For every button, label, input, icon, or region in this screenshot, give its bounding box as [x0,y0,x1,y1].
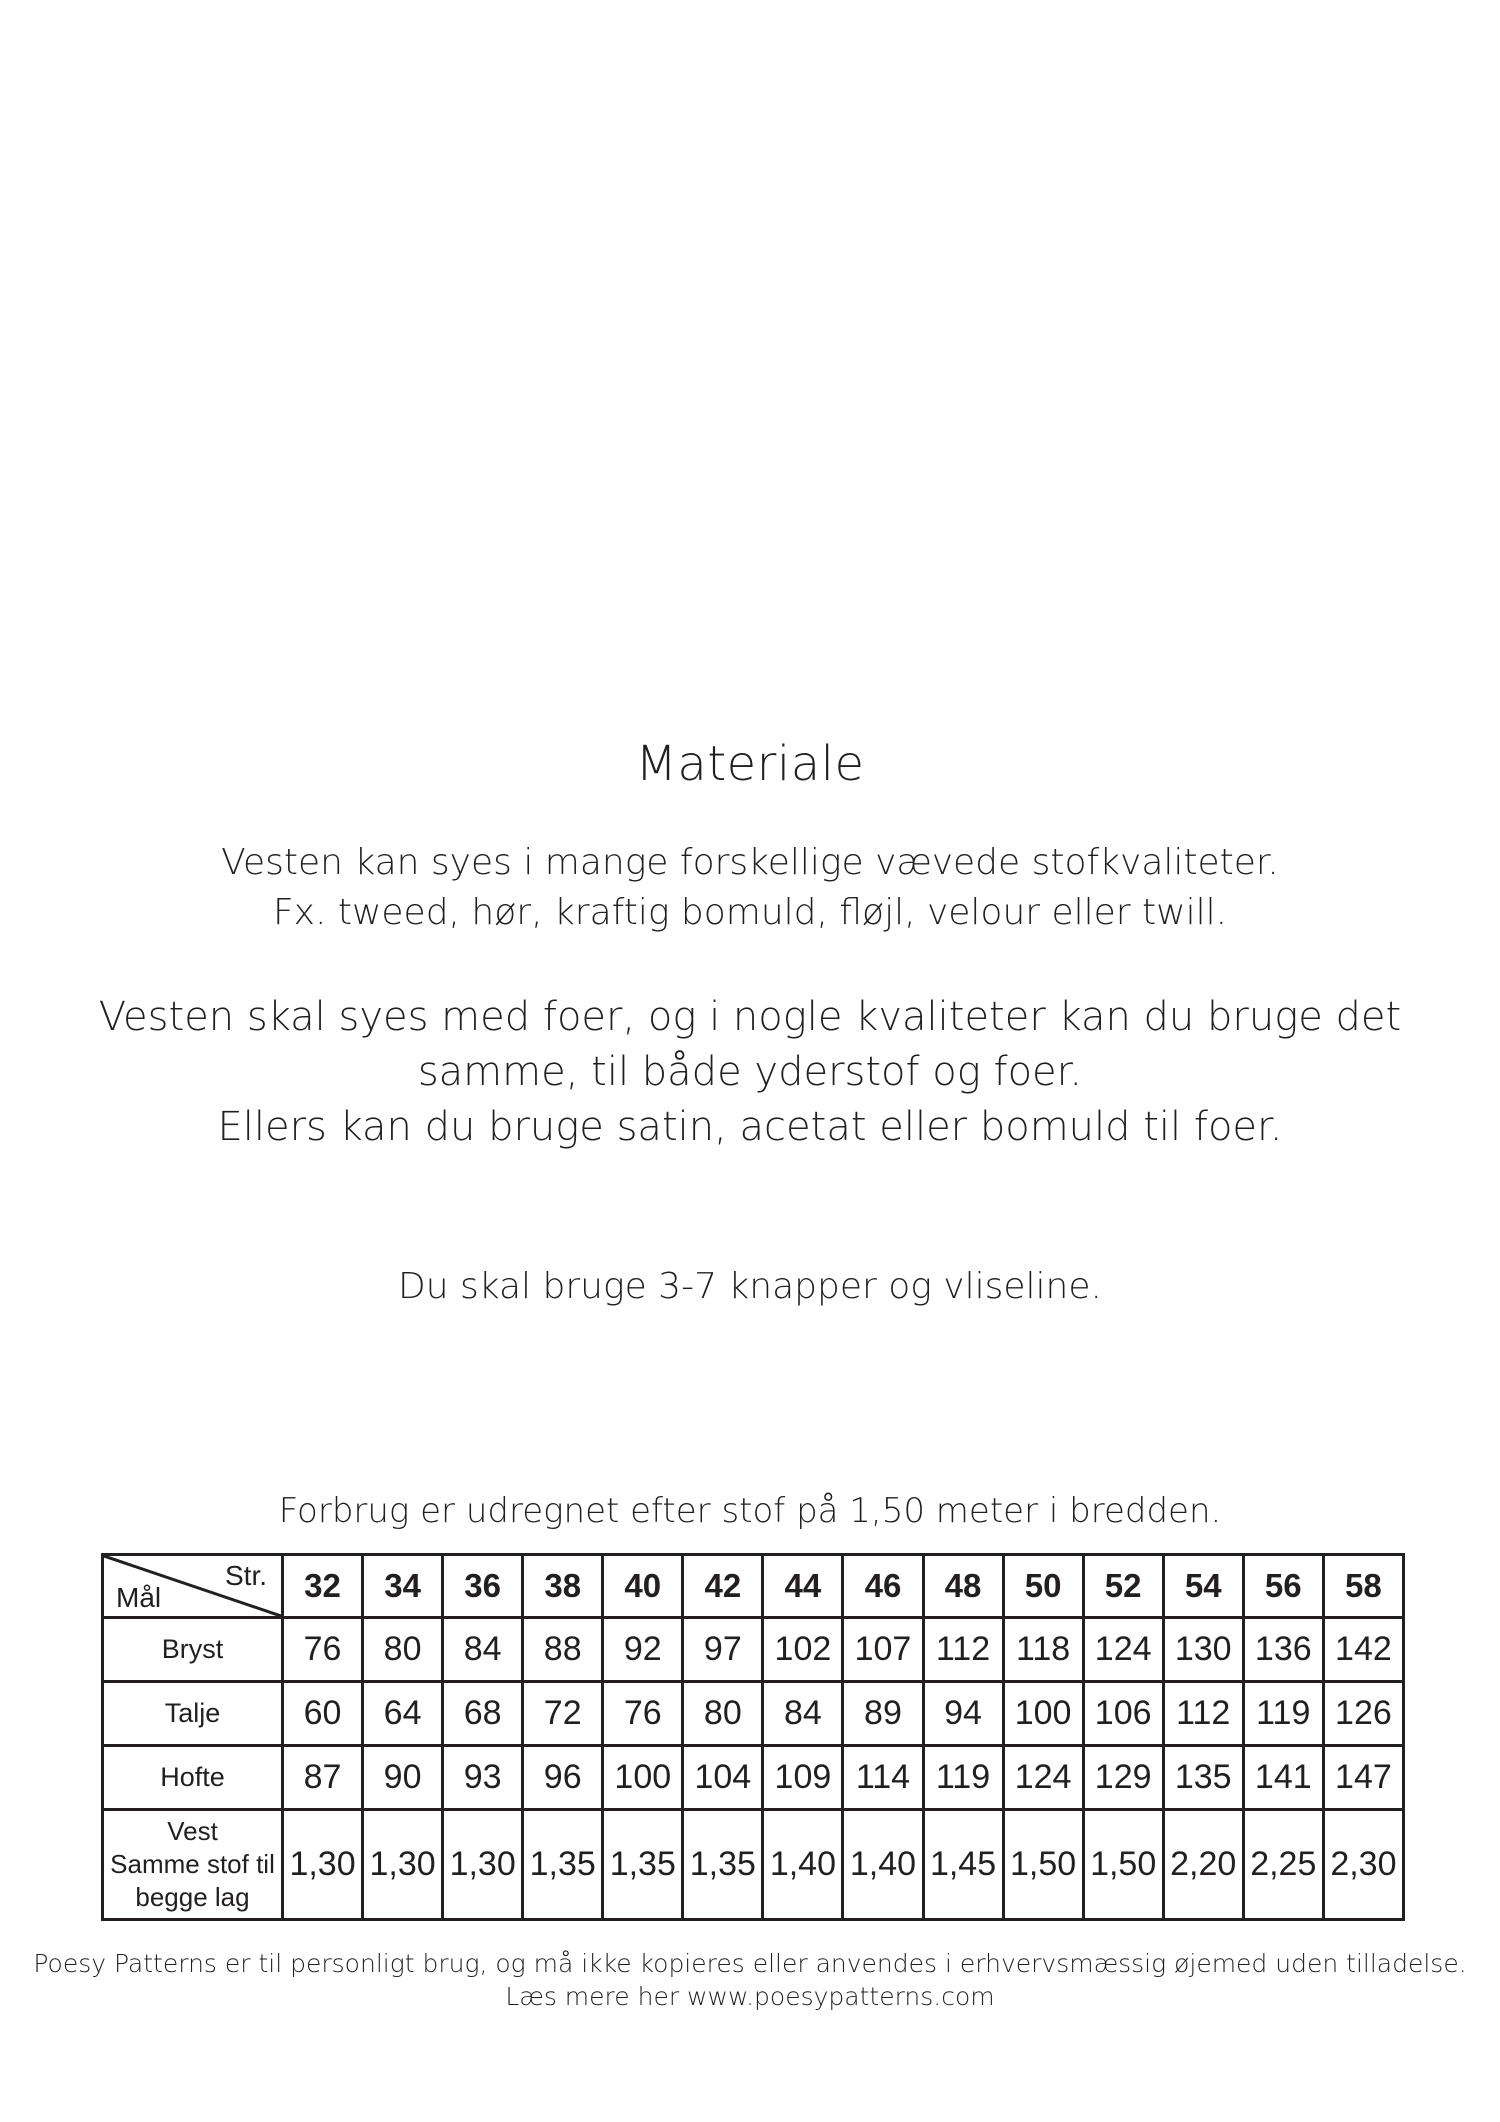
size-header-cell: 42 [683,1555,763,1618]
measurement-cell: 76 [283,1618,363,1682]
size-header-cell: 44 [763,1555,843,1618]
fabric-usage-cell: 1,40 [843,1810,923,1920]
website-line: Læs mere her www.poesypatterns.com [505,1982,995,2011]
fabric-usage-cell: 1,45 [923,1810,1003,1920]
measurement-cell: 84 [443,1618,523,1682]
size-header-cell: 50 [1003,1555,1083,1618]
fabric-usage-cell: 1,35 [683,1810,763,1920]
fabric-usage-cell: 2,25 [1243,1810,1323,1920]
measurement-cell: 104 [683,1746,763,1810]
measurement-cell: 68 [443,1682,523,1746]
measurement-cell: 102 [763,1618,843,1682]
measurement-cell: 60 [283,1682,363,1746]
measurement-cell: 100 [603,1746,683,1810]
measurement-cell: 88 [523,1618,603,1682]
measurement-cell: 141 [1243,1746,1323,1810]
measurement-cell: 136 [1243,1618,1323,1682]
notions-paragraph: Du skal bruge 3-7 knapper og vliseline. [398,1266,1102,1307]
fabric-usage-cell: 1,30 [363,1810,443,1920]
measurement-cell: 126 [1323,1682,1403,1746]
fabric-usage-cell: 1,35 [523,1810,603,1920]
measurement-cell: 119 [923,1746,1003,1810]
fabric-usage-cell: 1,30 [283,1810,363,1920]
size-header-cell: 56 [1243,1555,1323,1618]
fabric-usage-label-line: Vest [167,1816,218,1846]
fabric-line-1: Vesten kan syes i mange forskellige vævede stofkvaliteter. [221,842,1279,883]
size-header-cell: 46 [843,1555,923,1618]
fabric-paragraph [0,838,1500,938]
fabric-usage-cell: 2,30 [1323,1810,1403,1920]
measurement-cell: 84 [763,1682,843,1746]
fabric-usage-label [103,1810,283,1920]
size-header-cell: 54 [1163,1555,1243,1618]
measurement-cell: 93 [443,1746,523,1810]
measurement-row [103,1682,1404,1746]
fabric-usage-cell: 1,35 [603,1810,683,1920]
fabric-usage-label-line: Samme stof til [110,1849,275,1879]
measurement-cell: 90 [363,1746,443,1810]
size-header-cell: 34 [363,1555,443,1618]
size-table [101,1553,1405,1921]
measurement-cell: 76 [603,1682,683,1746]
measurement-cell: 129 [1083,1746,1163,1810]
size-header-cell: 32 [283,1555,363,1618]
measurement-cell: 112 [923,1618,1003,1682]
measurement-cell: 106 [1083,1682,1163,1746]
fabric-usage-cell: 1,50 [1083,1810,1163,1920]
size-header-cell: 36 [443,1555,523,1618]
lining-paragraph [0,990,1500,1155]
page-title: Materiale [635,736,865,792]
size-header-row [103,1555,1404,1618]
measurement-cell: 80 [683,1682,763,1746]
measurement-cell: 142 [1323,1618,1403,1682]
measurement-cell: 112 [1163,1682,1243,1746]
fabric-usage-row [103,1810,1404,1920]
measurement-cell: 124 [1003,1746,1083,1810]
size-header-cell: 58 [1323,1555,1403,1618]
measurement-cell: 96 [523,1746,603,1810]
measurement-cell: 80 [363,1618,443,1682]
corner-size-label: Str. [224,1560,267,1591]
measurement-cell: 147 [1323,1746,1403,1810]
table-caption: Forbrug er udregnet efter stof på 1,50 meter i bredden. [278,1491,1222,1531]
measurement-cell: 100 [1003,1682,1083,1746]
lining-line-3: Ellers kan du bruge satin, acetat eller bomuld til foer. [217,1104,1283,1150]
measurement-cell: 118 [1003,1618,1083,1682]
measurement-row [103,1618,1404,1682]
footer [0,1947,1500,2013]
measurement-cell: 135 [1163,1746,1243,1810]
fabric-line-2: Fx. tweed, hør, kraftig bomuld, fløjl, velour eller twill. [272,892,1228,933]
measurement-label: Talje [103,1682,283,1746]
size-header-cell: 38 [523,1555,603,1618]
fabric-usage-label-line: begge lag [135,1882,250,1912]
measurement-label: Bryst [103,1618,283,1682]
size-header-cell: 48 [923,1555,1003,1618]
size-table-body [103,1618,1404,1920]
measurement-cell: 97 [683,1618,763,1682]
fabric-usage-cell: 1,30 [443,1810,523,1920]
fabric-usage-cell: 2,20 [1163,1810,1243,1920]
measurement-cell: 87 [283,1746,363,1810]
measurement-cell: 130 [1163,1618,1243,1682]
measurement-cell: 89 [843,1682,923,1746]
measurement-cell: 94 [923,1682,1003,1746]
lining-line-1: Vesten skal syes med foer, og i nogle kvaliteter kan du bruge det [98,994,1402,1040]
fabric-usage-cell: 1,50 [1003,1810,1083,1920]
measurement-label: Hofte [103,1746,283,1810]
copyright-notice: Poesy Patterns er til personligt brug, og må ikke kopieres eller anvendes i erhvervsmæssig øjemed uden tilladelse. [33,1949,1467,1978]
measurement-cell: 64 [363,1682,443,1746]
size-header-cell: 40 [603,1555,683,1618]
table-corner-cell [103,1555,283,1618]
measurement-cell: 114 [843,1746,923,1810]
fabric-usage-cell: 1,40 [763,1810,843,1920]
measurement-cell: 92 [603,1618,683,1682]
measurement-cell: 124 [1083,1618,1163,1682]
measurement-cell: 119 [1243,1682,1323,1746]
measurement-cell: 72 [523,1682,603,1746]
size-header-cell: 52 [1083,1555,1163,1618]
corner-measure-label: Mål [116,1582,162,1613]
measurement-cell: 109 [763,1746,843,1810]
measurement-row [103,1746,1404,1810]
lining-line-2: samme, til både yderstof og foer. [417,1049,1083,1095]
measurement-cell: 107 [843,1618,923,1682]
